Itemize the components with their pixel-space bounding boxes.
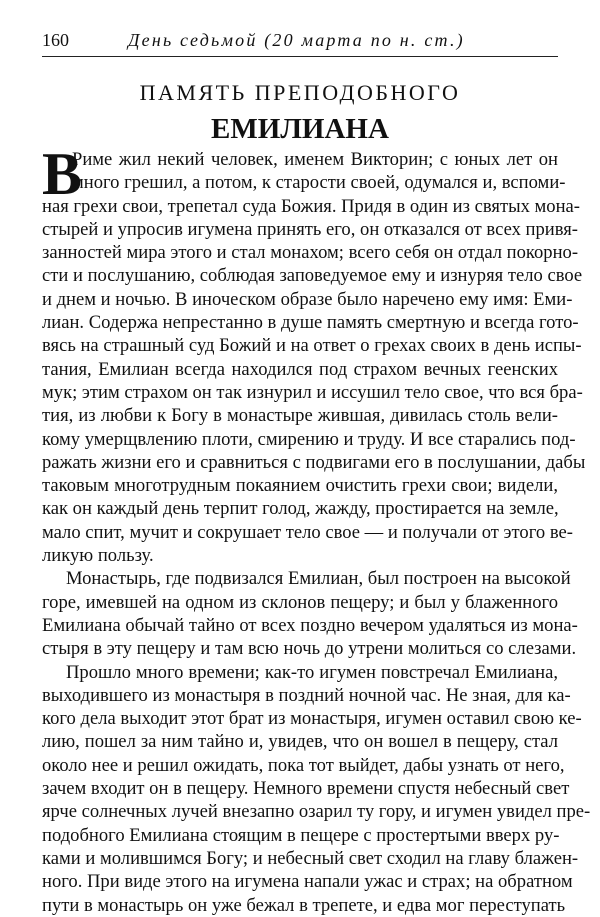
paragraph bbox=[42, 141, 586, 567]
text-line: тия, из любви к Богу в монастыре жившая, дивилась столь вели- bbox=[42, 405, 558, 427]
text-line: стырей и упросив игумена принять его, он отказался от всех привя- bbox=[42, 218, 578, 240]
text-line: таковым многотрудным покаянием очистить грехи свои; видели, bbox=[42, 475, 558, 497]
text-line: зачем входит он в пещеру. Немного времени спустя небесный свет bbox=[42, 778, 570, 800]
text-line: ярче солнечных лучей внезапно озарил ту гору, и игумен увидел пре- bbox=[42, 801, 591, 823]
text-line: занностей мира этого и стал монахом; всего себя он отдал покорно- bbox=[42, 242, 579, 264]
text-line: мало спит, мучит и сокрушает тело свое — и получали от этого ве- bbox=[42, 521, 573, 543]
text-line: Монастырь, где подвизался Емилиан, был построен на высокой bbox=[66, 568, 571, 590]
text-line: Риме жил некий человек, именем Викторин; с юных лет он bbox=[72, 149, 558, 170]
text-line: Емилиана обычай тайно от всех поздно вечером удаляться из мона- bbox=[42, 614, 578, 636]
text-line: стыря в эту пещеру и там всю ночь до утрени молиться со слезами. bbox=[42, 638, 577, 660]
text-line: тания, Емилиан всегда находился под страхом вечных геенских bbox=[42, 358, 558, 380]
text-line: ного. При виде этого на игумена напали ужас и страх; на обратном bbox=[42, 871, 573, 893]
text-line: пути в монастырь он уже бежал в трепете, и едва мог переступать bbox=[42, 894, 566, 916]
text-line: выходившего из монастыря в поздний ночной час. Не зная, для ка- bbox=[42, 684, 571, 706]
text-line: как он каждый день терпит голод, жажду, простирается на земле, bbox=[42, 498, 559, 520]
text-line: сти и послушанию, соблюдая заповедуемое ему и изнуряя тело свое bbox=[42, 265, 583, 287]
text-line: лиан. Содержа непрестанно в душе память смертную и всегда гото- bbox=[42, 312, 579, 334]
text-line: и днем и ночью. В иноческом образе было наречено ему имя: Еми- bbox=[42, 288, 573, 310]
text-line: ражать жизни его и сравниться с подвигами его в послушании, дабы bbox=[42, 451, 586, 473]
text-line: кому умерщвлению плоти, смирению и труду. И все старались под- bbox=[42, 428, 576, 450]
text-line: мук; этим страхом он так изнурил и иссушил тело свое, что вся бра- bbox=[42, 381, 583, 403]
text-line: подобного Емилиана стоящим в пещере с простертыми вверх ру- bbox=[42, 824, 560, 846]
text-line: горе, имевшей на одном из склонов пещеру; и был у блаженного bbox=[42, 591, 558, 613]
paragraph bbox=[42, 567, 578, 660]
text-line: Прошло много времени; как-то игумен повстречал Емилиана, bbox=[66, 661, 558, 683]
text-line: лию, пошел за ним тайно и, увидев, что он вошел в пещеру, стал bbox=[42, 731, 558, 753]
text-line: около нее и решил ожидать, пока тот выйдет, дабы узнать от него, bbox=[42, 754, 565, 776]
text-line: много грешил, а потом, к старости своей, одумался и, вспоми- bbox=[72, 172, 566, 194]
paragraph bbox=[42, 661, 591, 917]
page-number: 160 bbox=[42, 30, 69, 50]
running-title: День седьмой (20 марта по н. ст.) bbox=[128, 30, 465, 50]
running-header bbox=[42, 28, 558, 57]
text-line: ная грехи свои, трепетал суда Божия. Придя в один из святых мона- bbox=[42, 195, 580, 217]
drop-cap: В bbox=[42, 141, 83, 207]
text-line: кого дела выходит этот брат из монастыря, игумен оставил свою ке- bbox=[42, 708, 582, 730]
chapter-title-line2: ЕМИЛИАНА bbox=[211, 113, 389, 145]
chapter-title-line1: ПАМЯТЬ ПРЕПОДОБНОГО bbox=[139, 80, 461, 105]
text-line: ликую пользу. bbox=[42, 545, 154, 567]
body-text bbox=[42, 141, 591, 917]
text-line: ками и молившимся Богу; и небесный свет сходил на главу блажен- bbox=[42, 847, 579, 869]
text-line: вясь на страшный суд Божий и на ответ о грехах своих в день испы- bbox=[42, 335, 582, 357]
